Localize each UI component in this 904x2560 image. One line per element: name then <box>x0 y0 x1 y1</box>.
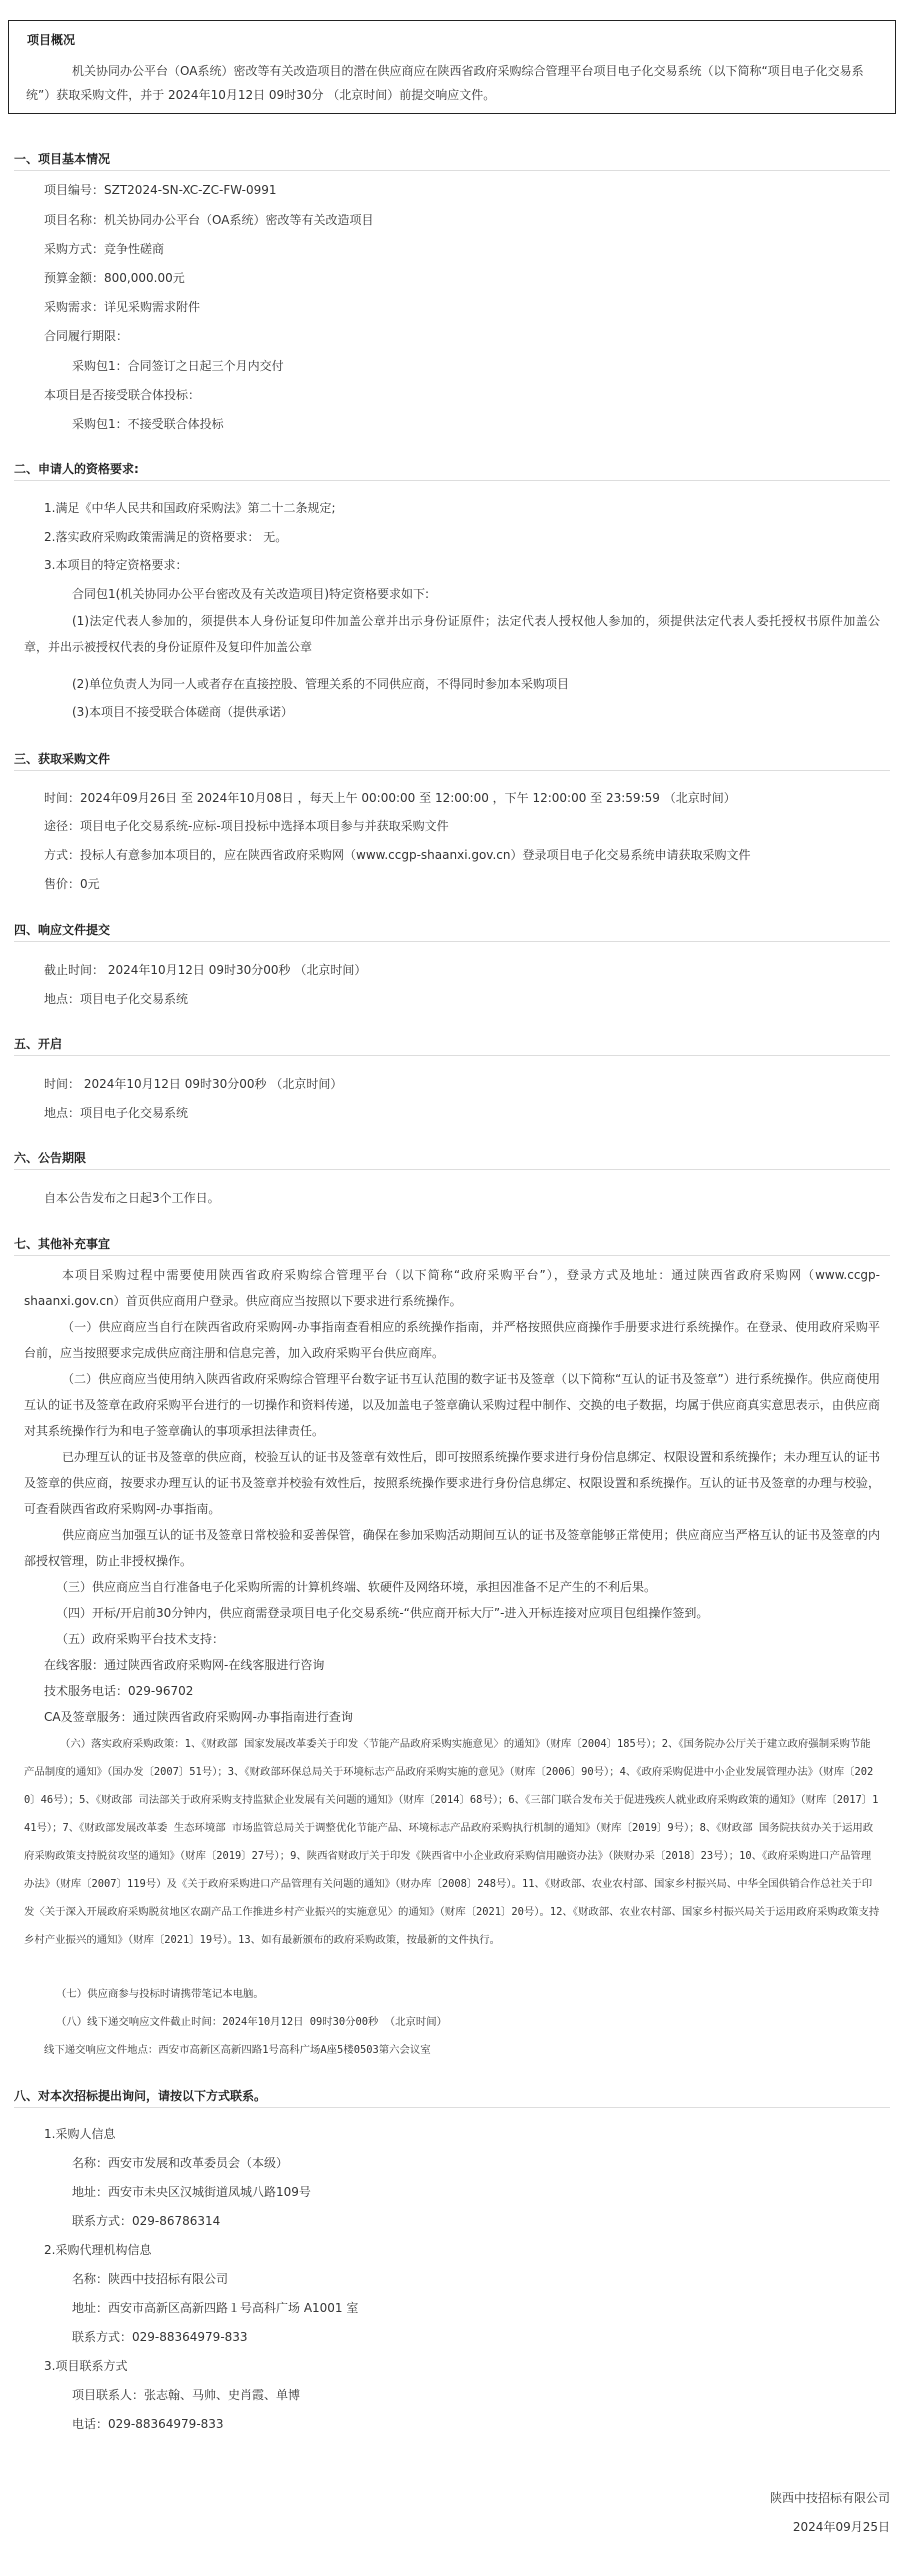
purchaser-phone: 联系方式：029-86786314 <box>72 2214 221 2228</box>
certificate-handling: 已办理互认的证书及签章的供应商，校验互认的证书及签章有效性后，即可按照系统操作要求进行身份信息绑定、权限设置和系统操作；未办理互认的证书及签章的供应商，按要求办理互认的证书及签章并校验有效性后，按照系统操作要求进行身份信息绑定、权限设置和系统操作。互认的证书及签章的办理与校验，可查看陕西省政府采购网-办事指南。 <box>24 1450 880 1516</box>
procurement-method: 采购方式：竞争性磋商 <box>44 242 165 256</box>
agency-name: 名称：陕西中技招标有限公司 <box>72 2272 229 2286</box>
certificate-maintenance: 供应商应当加强互认的证书及签章日常校验和妥善保管，确保在参加采购活动期间互认的证书及签章能够正常使用；供应商应当严格互认的证书及签章的内部授权管理，防止非授权操作。 <box>24 1528 880 1568</box>
overview-text: 机关协同办公平台（OA系统）密改等有关改造项目的潜在供应商应在陕西省政府采购综合管理平台项目电子化交易系统（以下简称“项目电子化交易系统”）获取采购文件，并于 2024年10月12日 09时30分 （北京时间）前提交响应文件。 <box>26 64 864 102</box>
supplement-7: （七）供应商参与投标时请携带笔记本电脑。 <box>56 1988 264 2000</box>
document-price: 售价：0元 <box>44 877 100 891</box>
consortium-label: 本项目是否接受联合体投标： <box>44 388 201 402</box>
online-service: 在线客服：通过陕西省政府采购网-在线客服进行咨询 <box>44 1658 325 1672</box>
section-6-divider <box>14 1169 890 1170</box>
project-number: 项目编号：SZT2024-SN-XC-ZC-FW-0991 <box>44 183 277 197</box>
acquire-mode: 方式：投标人有意参加本项目的，应在陕西省政府采购网（www.ccgp-shaanxi.gov.cn）登录项目电子化交易系统申请获取采购文件 <box>44 848 751 862</box>
opening-time: 时间： 2024年10月12日 09时30分00秒 （北京时间） <box>44 1077 343 1091</box>
acquire-way: 途径：项目电子化交易系统-应标-项目投标中选择本项目参与并获取采购文件 <box>44 819 449 833</box>
package-1-requirements-intro: 合同包1(机关协同办公平台密改及有关改造项目)特定资格要求如下: <box>72 587 430 601</box>
section-5-title: 五、开启 <box>14 1037 63 1051</box>
qualification-2: 2.落实政府采购政策需满足的资格要求： 无。 <box>44 530 288 544</box>
issuer-name: 陕西中技招标有限公司 <box>769 2491 890 2505</box>
contract-period-package-1: 采购包1：合同签订之日起三个月内交付 <box>72 359 284 373</box>
procurement-demand: 采购需求：详见采购需求附件 <box>44 300 201 314</box>
project-name: 项目名称：机关协同办公平台（OA系统）密改等有关改造项目 <box>44 213 374 227</box>
project-contact-phone: 电话：029-88364979-833 <box>72 2417 224 2431</box>
agency-phone: 联系方式：029-88364979-833 <box>72 2330 248 2344</box>
project-overview-box <box>8 20 896 114</box>
project-contact-person: 项目联系人：张志翰、马帅、史肖霞、单博 <box>72 2388 301 2402</box>
acquire-time: 时间：2024年09月26日 至 2024年10月08日 ，每天上午 00:00:00 至 12:00:00 ，下午 12:00:00 至 23:59:59 （北京时间） <box>44 791 736 805</box>
platform-intro: 本项目采购过程中需要使用陕西省政府采购综合管理平台（以下简称“政府采购平台”），登录方式及地址：通过陕西省政府采购网（www.ccgp-shaanxi.gov.cn）首页供应商用户登录。供应商应当按照以下要求进行系统操作。 <box>24 1268 880 1308</box>
agency-address: 地址：西安市高新区高新四路１号高科广场 A1001 室 <box>72 2301 359 2315</box>
tech-support-phone: 技术服务电话：029-96702 <box>44 1684 194 1698</box>
qualification-1: 1.满足《中华人民共和国政府采购法》第二十二条规定; <box>44 501 336 515</box>
purchaser-info-title: 1.采购人信息 <box>44 2127 116 2141</box>
section-5-divider <box>14 1055 890 1056</box>
section-2-title: 二、申请人的资格要求: <box>14 462 139 476</box>
section-6-title: 六、公告期限 <box>14 1151 87 1165</box>
section-8-divider <box>14 2107 890 2108</box>
section-4-title: 四、响应文件提交 <box>14 923 111 937</box>
overview-title: 项目概况 <box>27 33 76 47</box>
offline-deadline: （八）线下递交响应文件截止时间：2024年10月12日 09时30分00秒 （北京时间） <box>56 2016 448 2028</box>
purchaser-address: 地址：西安市未央区汉城街道凤城八路109号 <box>72 2185 311 2199</box>
supplement-2: （二）供应商应当使用纳入陕西省政府采购综合管理平台数字证书互认范围的数字证书及签章（以下简称“互认的证书及签章”）进行系统操作。供应商使用互认的证书及签章在政府采购平台进行的一切操作和资料传递，以及加盖电子签章确认采购过程中制作、交换的电子数据，均属于供应商真实意思表示，由供应商对其系统操作行为和电子签章确认的事项承担法律责任。 <box>24 1372 880 1438</box>
project-contact-title: 3.项目联系方式 <box>44 2359 128 2373</box>
section-1-divider <box>14 170 890 171</box>
section-3-divider <box>14 770 890 771</box>
budget-amount: 预算金额：800,000.00元 <box>44 271 185 285</box>
section-2-divider <box>14 480 890 481</box>
supplement-3: （三）供应商应当自行准备电子化采购所需的计算机终端、软硬件及网络环境，承担因准备不足产生的不利后果。 <box>56 1580 657 1594</box>
agency-info-title: 2.采购代理机构信息 <box>44 2243 152 2257</box>
contract-period-label: 合同履行期限： <box>44 329 129 343</box>
issue-date: 2024年09月25日 <box>792 2520 890 2534</box>
notice-period: 自本公告发布之日起3个工作日。 <box>44 1191 220 1205</box>
requirement-3: (3)本项目不接受联合体磋商（提供承诺） <box>72 705 293 719</box>
submission-place: 地点：项目电子化交易系统 <box>44 992 189 1006</box>
requirement-1: (1)法定代表人参加的，须提供本人身份证复印件加盖公章并出示身份证原件；法定代表人授权他人参加的，须提供法定代表人委托授权书原件加盖公章，并出示被授权代表的身份证原件及复印件加盖公章 <box>24 614 880 654</box>
section-4-divider <box>14 941 890 942</box>
ca-signature-service: CA及签章服务：通过陕西省政府采购网-办事指南进行查询 <box>44 1710 353 1724</box>
supplement-1: （一）供应商应当自行在陕西省政府采购网-办事指南查看相应的系统操作指南，并严格按照供应商操作手册要求进行系统操作。在登录、使用政府采购平台前，应当按照要求完成供应商注册和信息完善，加入政府采购平台供应商库。 <box>24 1320 880 1360</box>
section-7-divider <box>14 1255 890 1256</box>
requirement-2: (2)单位负责人为同一人或者存在直接控股、管理关系的不同供应商，不得同时参加本采购项目 <box>72 677 570 691</box>
opening-place: 地点：项目电子化交易系统 <box>44 1106 189 1120</box>
section-3-title: 三、获取采购文件 <box>14 752 111 766</box>
section-7-title: 七、其他补充事宜 <box>14 1237 111 1251</box>
supplement-4: （四）开标/开启前30分钟内，供应商需登录项目电子化交易系统-“供应商开标大厅”-进入开标连接对应项目包组操作签到。 <box>56 1606 709 1620</box>
consortium-package-1: 采购包1：不接受联合体投标 <box>72 417 224 431</box>
supplement-5-title: （五）政府采购平台技术支持： <box>56 1632 225 1646</box>
qualification-3: 3.本项目的特定资格要求： <box>44 558 188 572</box>
procurement-policies: （六）落实政府采购政策：1、《财政部 国家发展改革委关于印发〈节能产品政府采购实施意见〉的通知》（财库〔2004〕185号）；2、《国务院办公厅关于建立政府强制采购节能产品制度的通知》（国办发〔2007〕51号）；3、《财政部环保总局关于环境标志产品政府采购实施的意见》（财库〔2006〕90号）；4、《政府采购促进中小企业发展管理办法》（财库〔2020〕46号）；5、《财政部 司法部关于政府采购支持监狱企业发展有关问题的通知》（财库〔2014〕68号）；6、《三部门联合发布关于促进残疾人就业政府采购政策的通知》（财库〔2017〕141号）；7、《财政部发展改革委 生态环境部 市场监管总局关于调整优化节能产品、环境标志产品政府采购执行机制的通知》（财库〔2019〕9号）；8、《财政部 国务院扶贫办关于运用政府采购政策支持脱贫攻坚的通知》（财库〔2019〕27号）；9、陕西省财政厅关于印发《陕西省中小企业政府采购信用融资办法》（陕财办采〔2018〕23号）；10、《政府采购进口产品管理办法》（财库〔2007〕119号）及《关于政府采购进口产品管理有关问题的通知》（财办库〔2008〕248号）。11、《财政部、农业农村部、国家乡村振兴局、中华全国供销合作总社关于印发〈关于深入开展政府采购脱贫地区农副产品工作推进乡村产业振兴的实施意见〉的通知》（财库〔2021〕20号）。12、《财政部、农业农村部、国家乡村振兴局关于运用政府采购政策支持乡村产业振兴的通知》（财库〔2021〕19号）。13、如有最新颁布的政府采购政策，按最新的文件执行。 <box>24 1738 880 1946</box>
section-1-title: 一、项目基本情况 <box>14 152 111 166</box>
purchaser-name: 名称：西安市发展和改革委员会（本级） <box>72 2156 289 2170</box>
section-8-title: 八、对本次招标提出询问，请按以下方式联系。 <box>14 2089 267 2103</box>
offline-place: 线下递交响应文件地点：西安市高新区高新四路1号高科广场A座5楼0503第六会议室 <box>44 2044 431 2056</box>
submission-deadline: 截止时间： 2024年10月12日 09时30分00秒 （北京时间） <box>44 963 367 977</box>
